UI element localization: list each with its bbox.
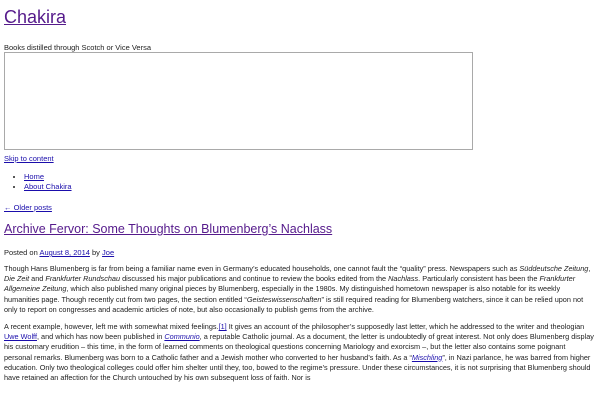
p1-italic-1: Süddeutsche Zeitung: [519, 264, 589, 273]
p1-text-2: ,: [588, 264, 591, 273]
p2-text-4: , a reputable Catholic journal. As a document, the letter is undoubtedly of great interest. Not only does Blumenberg display his customary erudition – this time, in the form of learned comments on theological questions concerning Mariology and exorcism –, but the letter also contains some poignant personal remarks. Blumenberg was born to a Catholic father and a Jewish mother who converted to her husband’s faith. As a “: [4, 332, 594, 362]
p1-italic-6: Geisteswissenschaften: [246, 294, 322, 304]
p2-text-2: It gives an account of the philosopher’s supposedly last letter, which he addressed to the writer and theologian: [228, 322, 585, 332]
paragraph-2: [4, 322, 594, 383]
skip-to-content-link[interactable]: Skip to content: [4, 154, 54, 163]
communio-link[interactable]: Communio: [164, 332, 200, 342]
menu-item-about: [24, 182, 72, 192]
p1-italic-3: Frankfurter Rundschau: [45, 274, 121, 284]
post-author-link[interactable]: Joe: [102, 248, 115, 257]
menu-link-about[interactable]: About Chakira: [24, 182, 72, 191]
post-date-link[interactable]: August 8, 2014: [39, 248, 90, 257]
p1-text-6: , which also published many original pieces by Blumenberg, especially in the 1980s. My distinguished hometown newspaper is also notable for its weekly humanities page. Though recently cut from two pages, the section entitled “: [4, 284, 561, 304]
header-image-box: [4, 52, 473, 150]
posted-on-label: Posted on: [4, 248, 38, 257]
p1-italic-2: Die Zeit: [4, 274, 30, 284]
p1-italic-4: Nachlass: [388, 274, 419, 284]
footnote-link[interactable]: [1]: [218, 322, 227, 332]
menu-item-home: [24, 172, 72, 182]
menu-link-home[interactable]: Home: [24, 172, 45, 181]
uwe-wolff-link[interactable]: Uwe Wolff: [4, 332, 37, 342]
main-menu: [4, 172, 72, 192]
p1-text-3: and: [31, 274, 44, 284]
site-description: Books distilled through Scotch or Vice Versa: [4, 43, 152, 52]
site-title-link[interactable]: Chakira: [4, 7, 67, 27]
post-content: [4, 264, 594, 390]
p2-text-3: , and which has now been published in: [36, 332, 163, 342]
p2-text-5: ”, in Nazi parlance, he was barred from higher education. Only two theological colleges could offer him shelter until they, too, bowed to the regime’s pressure. Under these circumstances, it is not surprising that Blumenberg should have retained an affection for the Church untouched by his own subsequent loss of faith. Nor is: [4, 352, 591, 383]
p1-text-5: . Particularly consistent has been the: [418, 274, 538, 284]
post-title-link[interactable]: Archive Fervor: Some Thoughts on Blumenberg’s Nachlass: [4, 222, 333, 236]
older-posts-link[interactable]: ← Older posts: [4, 203, 52, 212]
paragraph-1: [4, 264, 594, 315]
p2-text-1: A recent example, however, left me with somewhat mixed feelings.: [4, 322, 219, 332]
p1-text-1: Though Hans Blumenberg is far from being a familiar name even in Germany’s educated households, one cannot fault the “quality” press. Newspapers such as: [4, 264, 518, 273]
p1-italic-5: Frankfurter Allgemeine Zeitung: [4, 274, 576, 294]
p1-text-7: ” is still required reading for Blumenberg watchers, since it can be relied upon not only to report on congresses and academic articles of note, but also occasionally to publish gems from the archive.: [4, 294, 584, 314]
p1-text-4: discussed his major publications and continue to review the books edited from the: [122, 274, 387, 284]
mischling-link[interactable]: Mischling: [411, 352, 443, 362]
by-label: by: [92, 248, 100, 257]
post-meta: [4, 248, 114, 258]
